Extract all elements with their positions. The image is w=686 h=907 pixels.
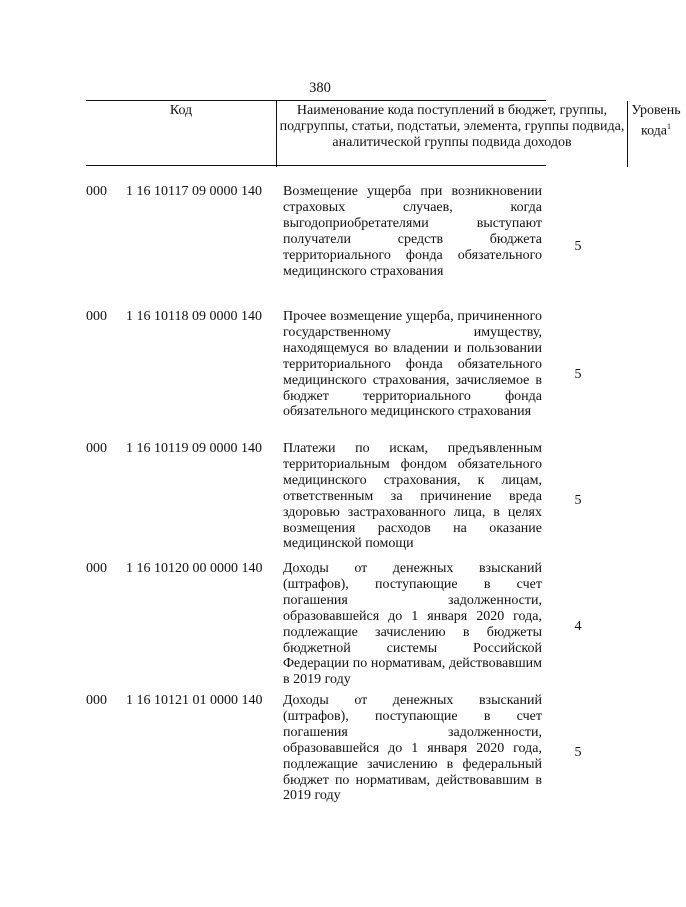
row-level: 5 xyxy=(574,745,582,760)
row-code: 1 16 10119 09 0000 140 xyxy=(126,441,262,456)
header-code xyxy=(86,101,276,167)
header-name xyxy=(276,101,628,167)
row-name: Возмещение ущерба при возникновении страховых случаев, когда выгодоприобретателями выступают получатели средств бюджета территориального фонда обязательного медицинского страхования xyxy=(283,184,542,279)
row-level: 5 xyxy=(574,493,582,508)
row-code: 1 16 10117 09 0000 140 xyxy=(126,184,262,199)
row-code: 1 16 10121 01 0000 140 xyxy=(126,693,263,708)
table-row xyxy=(86,309,582,441)
row-prefix: 000 xyxy=(86,561,107,576)
table-body xyxy=(86,184,582,813)
table-row xyxy=(86,184,582,309)
page-number: 380 xyxy=(309,80,331,96)
row-code: 1 16 10120 00 0000 140 xyxy=(126,561,263,576)
header-level xyxy=(626,101,686,167)
row-name: Прочее возмещение ущерба, причиненного государственному имуществу, находящемуся во владении и пользовании территориального фонда обязательного медицинского страхования, зачисляемое в бюджет территориального фонда обязательного медицинского страхования xyxy=(283,309,542,420)
row-name: Платежи по искам, предъявленным территориальным фондом обязательного медицинского страхования, к лицам, ответственным за причинение вреда здоровью застрахованного лица, в целях возмещения расходов на оказание медицинской помощи xyxy=(283,441,542,552)
row-prefix: 000 xyxy=(86,309,107,324)
header-code-label: Код xyxy=(169,103,193,118)
header-name-label: Наименование кода поступлений в бюджет, группы, подгруппы, статьи, подстатьи, элемента, группы подвида, аналитической группы подвида доходов xyxy=(279,103,625,150)
row-prefix: 000 xyxy=(86,441,107,456)
table-row xyxy=(86,693,582,813)
row-prefix: 000 xyxy=(86,184,107,199)
header-level-label: Уровень кода xyxy=(631,103,681,139)
row-name: Доходы от денежных взысканий (штрафов), поступающие в счет погашения задолженности, образовавшейся до 1 января 2020 года, подлежащие зачислению в бюджеты бюджетной системы Российской Федерации по нормативам, действовавшим в 2019 году xyxy=(283,561,542,688)
table-row xyxy=(86,441,582,561)
table-row xyxy=(86,561,582,693)
row-name: Доходы от денежных взысканий (штрафов), поступающие в счет погашения задолженности, образовавшейся до 1 января 2020 года, подлежащие зачислению в федеральный бюджет по нормативам, действовавшим в 2019 году xyxy=(283,693,542,804)
row-level: 5 xyxy=(574,238,582,254)
header-level-footnote: 1 xyxy=(667,122,672,131)
row-code: 1 16 10118 09 0000 140 xyxy=(126,309,262,324)
row-level: 4 xyxy=(574,619,582,634)
row-prefix: 000 xyxy=(86,693,107,708)
row-level: 5 xyxy=(574,367,582,382)
table-header xyxy=(86,100,681,166)
